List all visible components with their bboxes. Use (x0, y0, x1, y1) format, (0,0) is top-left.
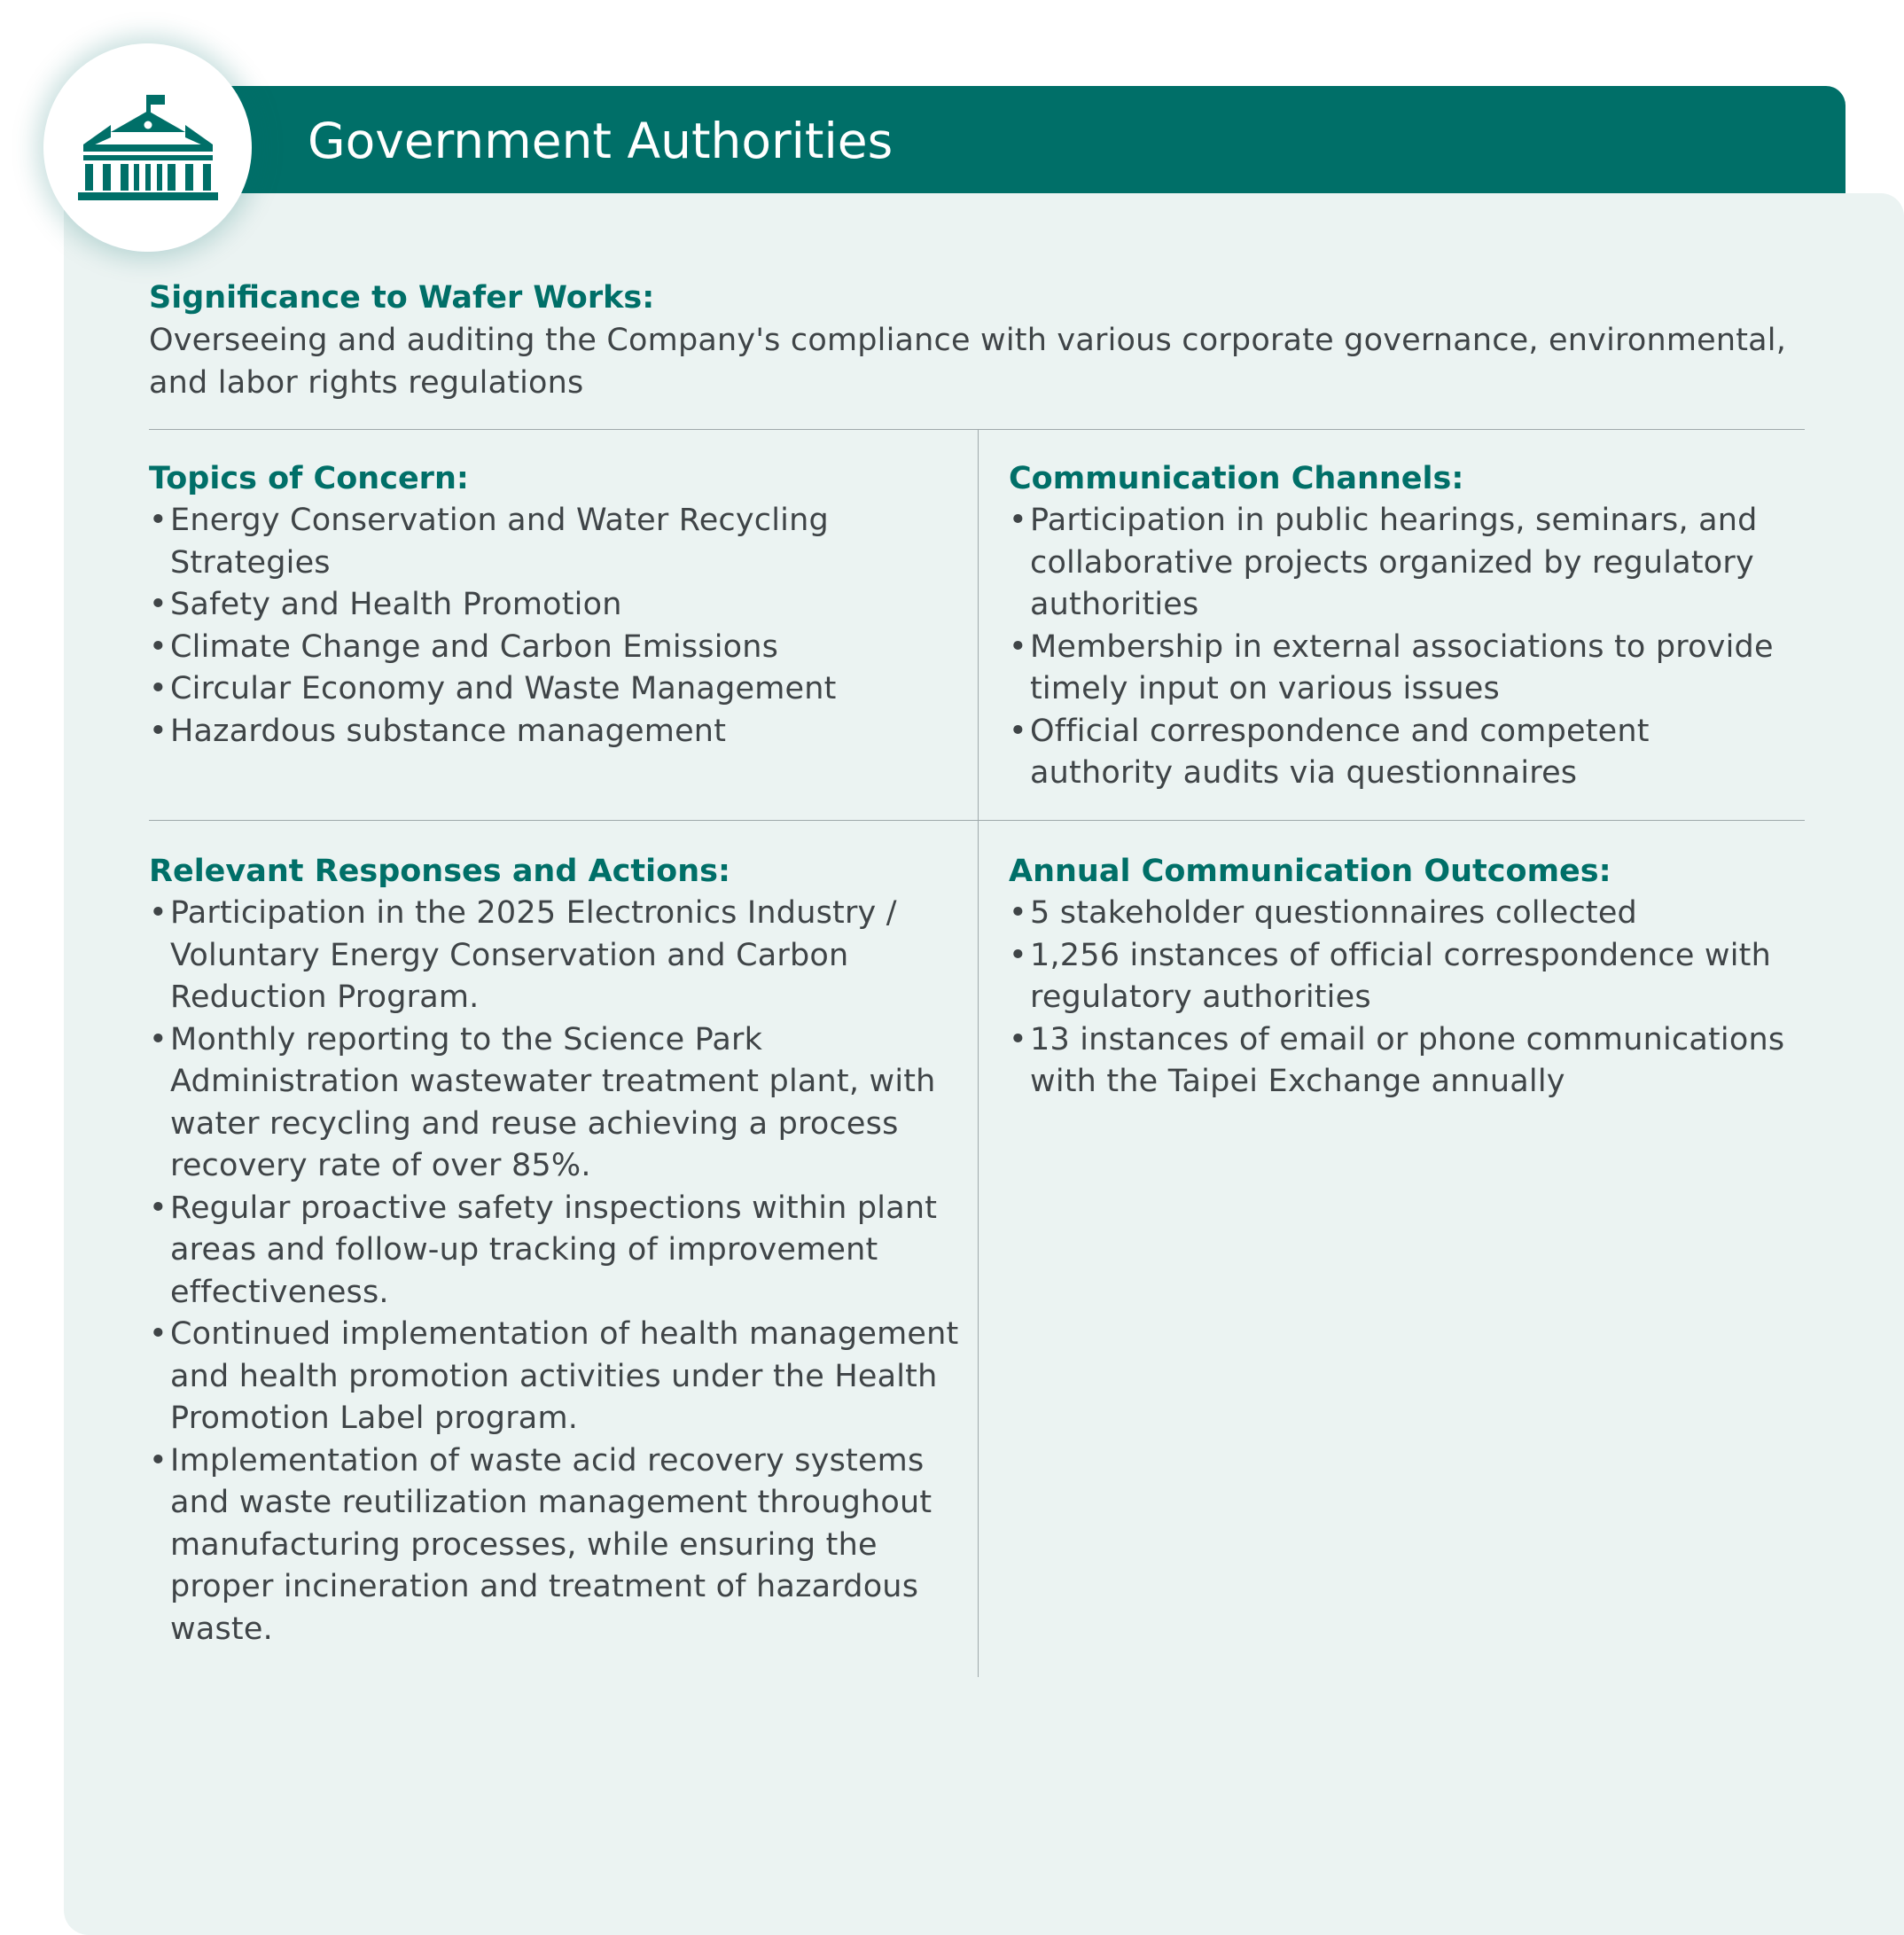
responses-list (149, 893, 964, 1650)
list-item: • Hazardous substance management (149, 711, 964, 753)
significance-section (149, 277, 1804, 404)
responses-section (149, 850, 964, 1650)
list-item: • Circular Economy and Waste Management (149, 668, 964, 711)
list-item: • Energy Conservation and Water Recycling Strategies (149, 500, 964, 584)
icon-badge (43, 43, 252, 252)
list-item: • Continued implementation of health management and health promotion activities under the Health Promotion Label program. (149, 1314, 964, 1440)
list-item: • Regular proactive safety inspections within plant areas and follow-up tracking of improvement effectiveness. (149, 1188, 964, 1315)
column-divider (978, 429, 979, 1677)
list-item: • Membership in external associations to provide timely input on various issues (1009, 627, 1798, 711)
channels-heading: Communication Channels: (1009, 461, 1464, 496)
topics-section (149, 457, 964, 753)
channels-list (1009, 500, 1798, 795)
list-item: • Climate Change and Carbon Emissions (149, 627, 964, 669)
list-item: • Participation in the 2025 Electronics Industry / Voluntary Energy Conservation and Carbon Reduction Program. (149, 893, 964, 1019)
significance-text: Overseeing and auditing the Company's compliance with various corporate governance, environmental, and labor rights regulations (149, 323, 1787, 401)
list-item: • 5 stakeholder questionnaires collected (1009, 893, 1798, 935)
outcomes-heading: Annual Communication Outcomes: (1009, 854, 1611, 889)
outcomes-section (1009, 850, 1798, 1104)
section-divider-top (149, 429, 1805, 430)
government-building-icon (78, 93, 218, 203)
topics-list (149, 500, 964, 753)
list-item: • Official correspondence and competent authority audits via questionnaires (1009, 711, 1798, 795)
list-item: • Participation in public hearings, seminars, and collaborative projects organized by regulatory authorities (1009, 500, 1798, 627)
responses-heading: Relevant Responses and Actions: (149, 854, 730, 889)
topics-heading: Topics of Concern: (149, 461, 469, 496)
page-title: Government Authorities (308, 113, 893, 169)
outcomes-list (1009, 893, 1798, 1104)
list-item: • Implementation of waste acid recovery systems and waste reutilization management throughout manufacturing processes, while ensuring the proper incineration and treatment of hazardous waste. (149, 1440, 964, 1651)
list-item: • Safety and Health Promotion (149, 584, 964, 627)
list-item: • 13 instances of email or phone communications with the Taipei Exchange annually (1009, 1019, 1798, 1104)
list-item: • 1,256 instances of official correspondence with regulatory authorities (1009, 935, 1798, 1019)
channels-section (1009, 457, 1798, 795)
list-item: • Monthly reporting to the Science Park Administration wastewater treatment plant, with water recycling and reuse achieving a process recovery rate of over 85%. (149, 1019, 964, 1188)
section-divider-middle (149, 820, 1805, 821)
significance-heading: Significance to Wafer Works: (149, 280, 655, 316)
